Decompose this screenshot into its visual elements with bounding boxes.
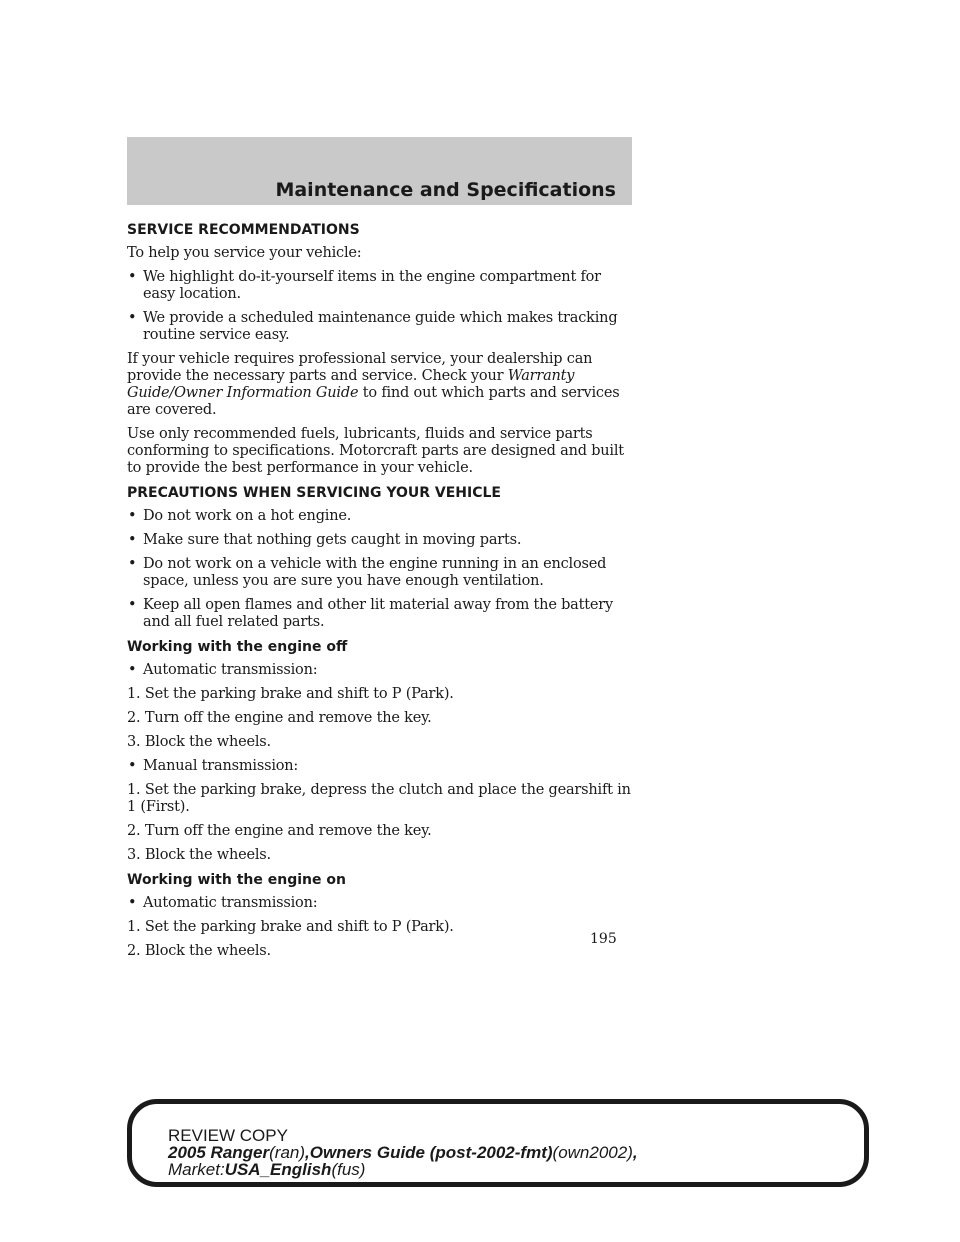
footer-model-line: 2005 Ranger(ran),Owners Guide (post-2002-fmt)(own2002), <box>168 1143 638 1162</box>
section-title: Maintenance and Specifications <box>275 179 616 201</box>
step-item: 3. Block the wheels. <box>127 734 271 750</box>
bullet-icon: • <box>128 508 137 524</box>
bullet-item: • Do not work on a hot engine. <box>128 508 352 524</box>
step-item: 1. Set the parking brake and shift to P (Park). <box>127 919 454 935</box>
bullet-icon: • <box>128 532 137 548</box>
bullet-icon: • <box>128 758 137 774</box>
bullet-icon: • <box>128 310 137 326</box>
bullet-item: • Make sure that nothing gets caught in moving parts. <box>128 532 522 548</box>
page-number: 195 <box>590 931 617 947</box>
step-item: 2. Block the wheels. <box>127 943 271 959</box>
bullet-icon: • <box>128 269 137 285</box>
bullet-item: • We provide a scheduled maintenance guide which makes tracking routine service easy. <box>128 310 618 343</box>
service-paragraph-parts: Use only recommended fuels, lubricants, fluids and service parts conforming to specifications. Motorcraft parts are designed and built to provide the best performance in your vehicle. <box>127 426 624 476</box>
step-item: 3. Block the wheels. <box>127 847 271 863</box>
step-item: 1. Set the parking brake and shift to P (Park). <box>127 686 454 702</box>
bullet-icon: • <box>128 556 137 572</box>
bullet-icon: • <box>128 597 137 613</box>
guide-reference: Warranty Guide/Owner Information Guide <box>127 368 575 401</box>
bullet-icon: • <box>128 895 137 911</box>
service-paragraph-dealership: If your vehicle requires professional service, your dealership can provide the necessary parts and service. Check your Warranty Guide/Owner Information Guide to find out which parts and services are covered. <box>127 351 620 418</box>
bullet-item: • We highlight do-it-yourself items in the engine compartment for easy location. <box>128 269 601 302</box>
step-item: 2. Turn off the engine and remove the key. <box>127 823 432 839</box>
page-content <box>127 222 632 967</box>
bullet-item: • Automatic transmission: <box>128 662 318 678</box>
heading-service-recommendations: SERVICE RECOMMENDATIONS <box>127 222 360 238</box>
step-item: 1. Set the parking brake, depress the clutch and place the gearshift in 1 (First). <box>127 782 631 815</box>
bullet-item: • Automatic transmission: <box>128 895 318 911</box>
service-intro: To help you service your vehicle: <box>127 245 362 261</box>
heading-engine-on: Working with the engine on <box>127 872 346 888</box>
heading-precautions: PRECAUTIONS WHEN SERVICING YOUR VEHICLE <box>127 485 501 501</box>
bullet-icon: • <box>128 662 137 678</box>
footer-market-line: Market:USA_English(fus) <box>168 1160 366 1179</box>
review-copy-footer <box>127 1099 869 1187</box>
step-item: 2. Turn off the engine and remove the key. <box>127 710 432 726</box>
heading-engine-off: Working with the engine off <box>127 639 348 655</box>
footer-review-copy: REVIEW COPY <box>168 1126 288 1145</box>
bullet-item: • Manual transmission: <box>128 758 299 774</box>
bullet-item: • Do not work on a vehicle with the engine running in an enclosed space, unless you are sure you have enough ventilation. <box>128 556 607 589</box>
section-header-band <box>127 137 632 205</box>
bullet-item: • Keep all open flames and other lit material away from the battery and all fuel related parts. <box>128 597 613 630</box>
